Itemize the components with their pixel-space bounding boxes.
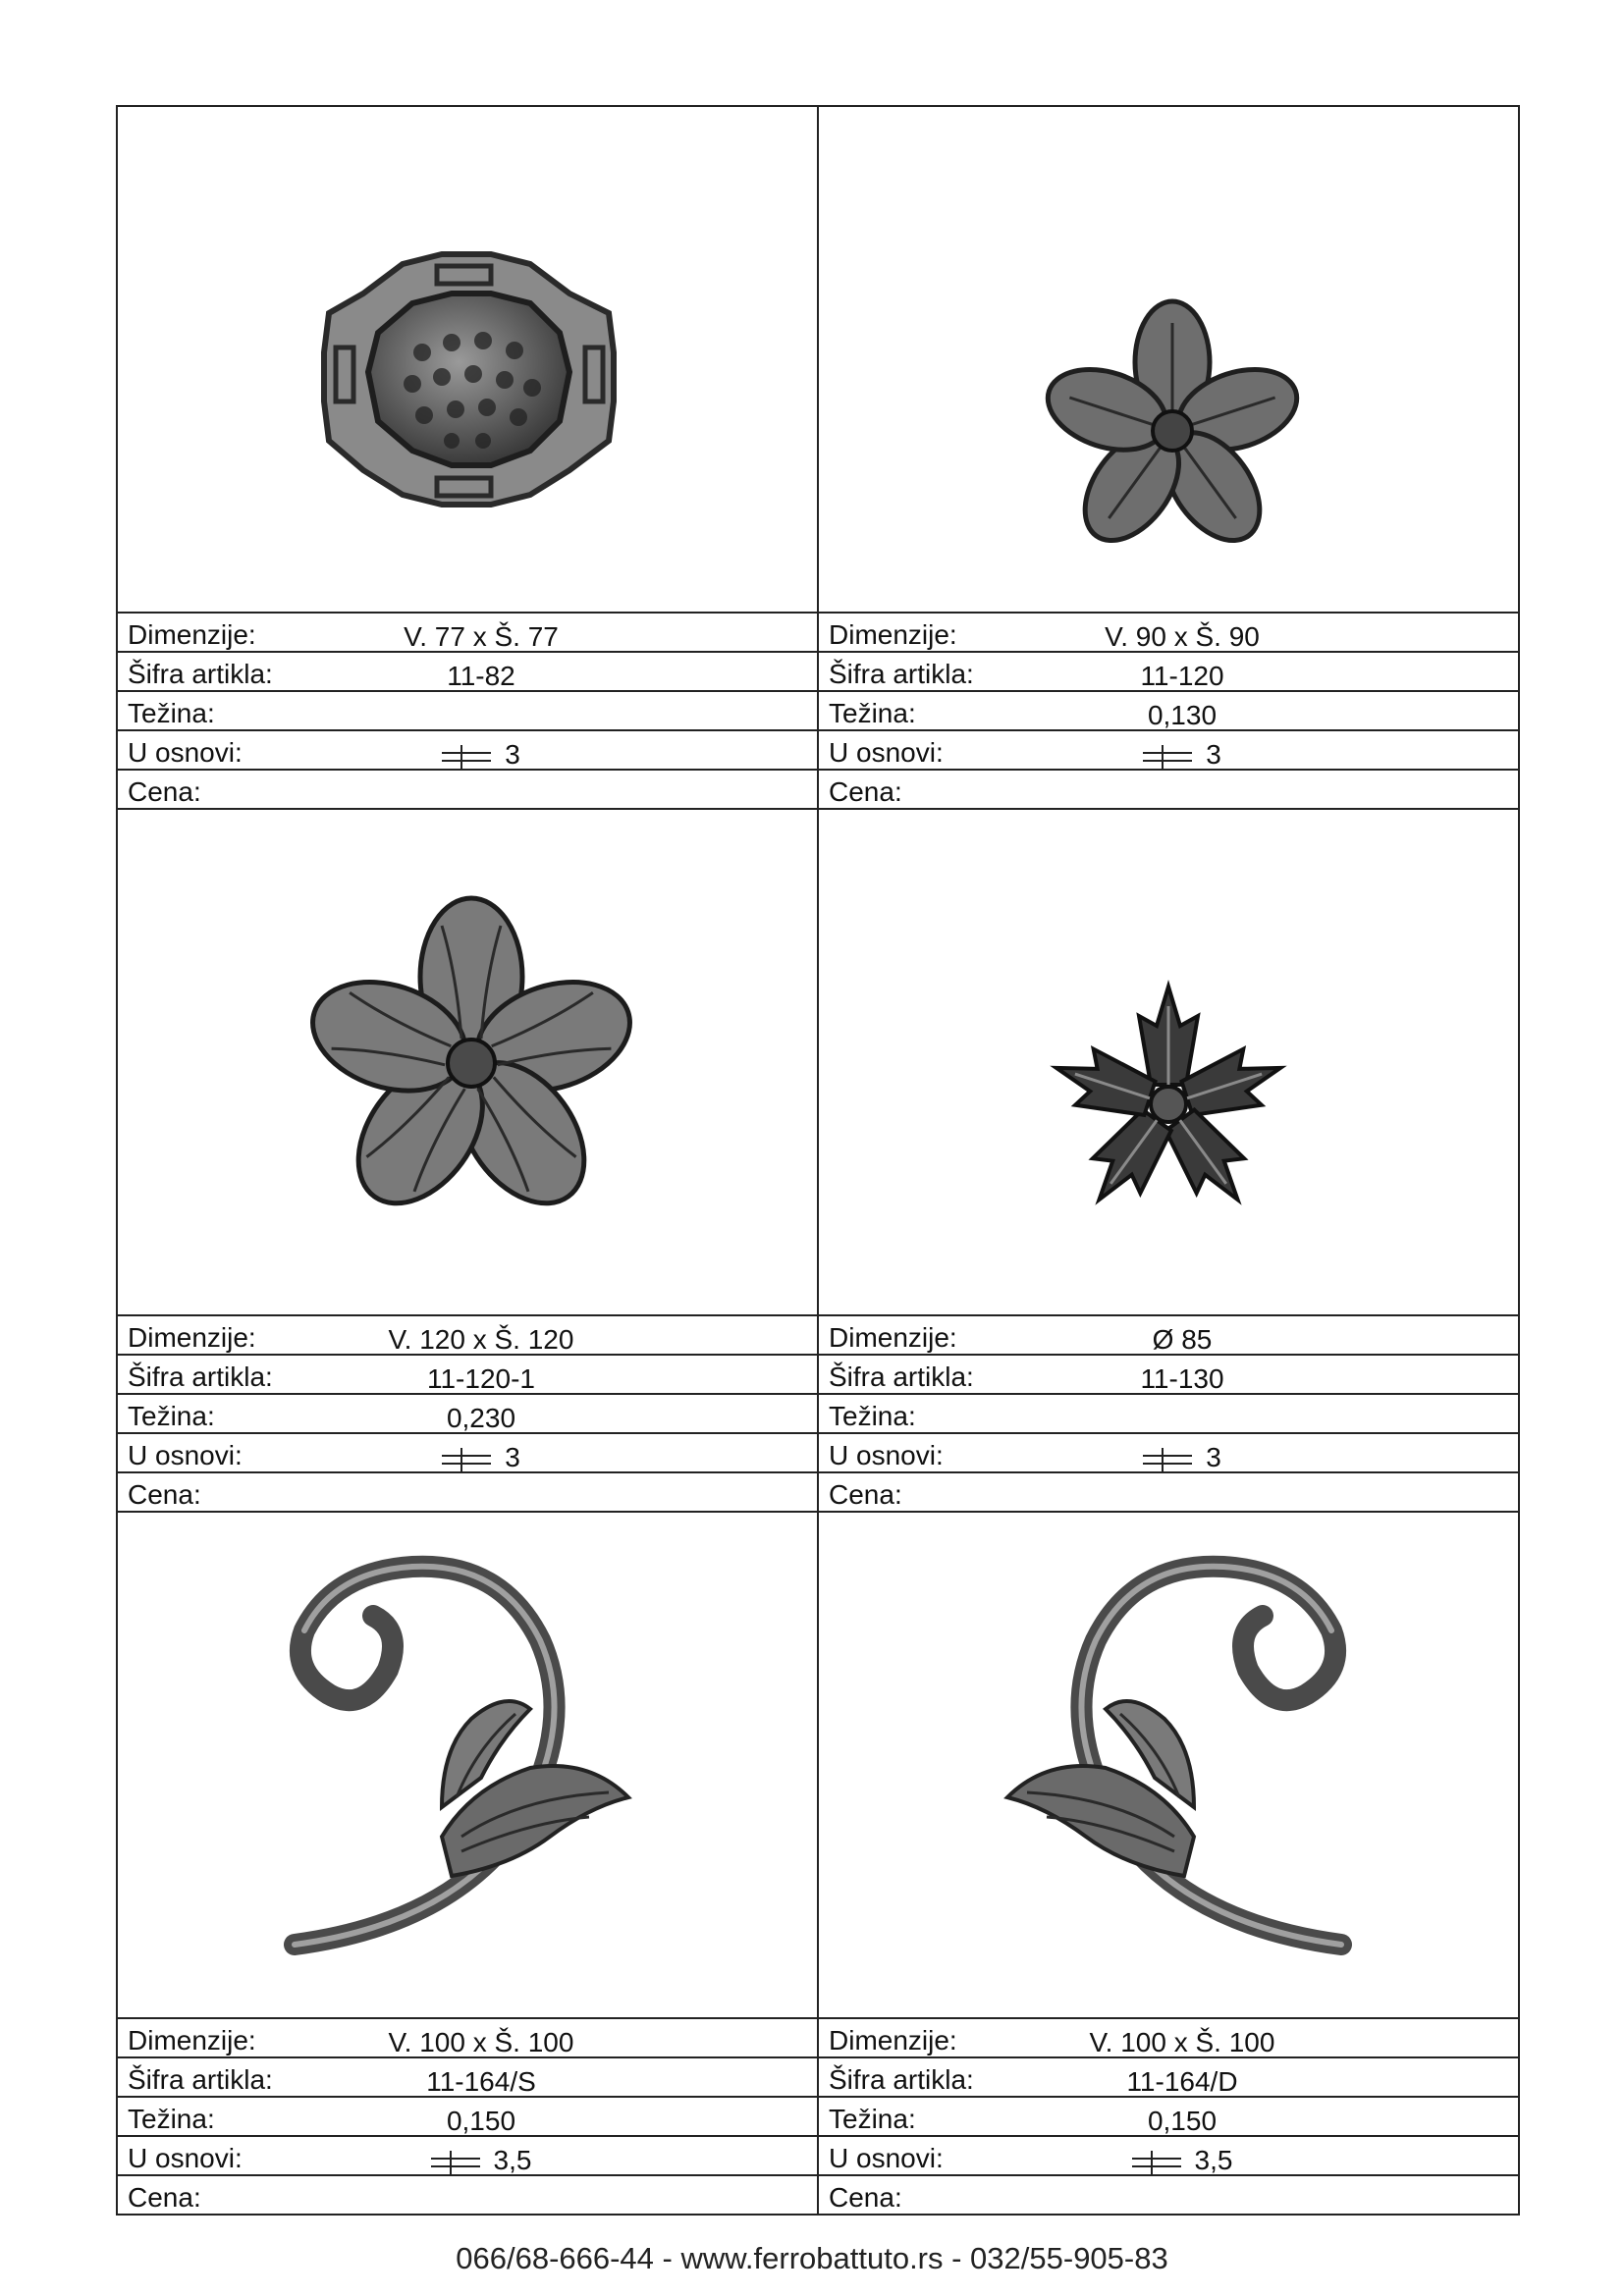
spec-code-row — [118, 2056, 817, 2096]
product-card — [118, 810, 819, 1513]
product-card — [819, 107, 1520, 810]
dimensions-label: Dimenzije: — [829, 619, 957, 650]
base-label: U osnovi: — [829, 2143, 944, 2173]
spec-dimensions-row — [118, 612, 817, 651]
weight-value: 0,130 — [1147, 700, 1218, 730]
spec-price-row — [118, 1471, 817, 1511]
product-image — [819, 1513, 1518, 2017]
spec-code-row — [819, 651, 1518, 690]
dimensions-label: Dimenzije: — [829, 2025, 957, 2056]
product-specs — [819, 2017, 1518, 2214]
spec-weight-row — [819, 1393, 1518, 1432]
large-flower-rosette-icon — [118, 810, 817, 1314]
spec-code-row — [819, 2056, 1518, 2096]
dimensions-label: Dimenzije: — [128, 619, 256, 650]
weight-label: Težina: — [829, 698, 916, 728]
spec-price-row — [819, 1471, 1518, 1511]
spec-base-row — [819, 1432, 1518, 1471]
spec-weight-row — [819, 690, 1518, 729]
bar-profile-icon — [1143, 1448, 1192, 1471]
base-label: U osnovi: — [128, 1440, 243, 1470]
dimensions-label: Dimenzije: — [128, 1322, 256, 1353]
product-specs — [819, 1314, 1518, 1511]
spec-dimensions-row — [118, 2017, 817, 2056]
code-value: 11-164/S — [426, 2066, 536, 2097]
product-specs — [819, 612, 1518, 808]
product-image — [819, 107, 1518, 612]
octagon-rosette-icon — [118, 107, 817, 612]
product-catalog-table — [116, 105, 1520, 2216]
weight-value: 0,230 — [446, 1403, 516, 1433]
weight-label: Težina: — [829, 2104, 916, 2134]
spec-code-row — [118, 651, 817, 690]
code-label: Šifra artikla: — [128, 1362, 273, 1392]
catalog-row-1 — [118, 107, 1520, 810]
product-image — [819, 810, 1518, 1314]
spec-dimensions-row — [819, 612, 1518, 651]
dimensions-value: V. 120 x Š. 120 — [388, 1324, 574, 1355]
flower-rosette-icon — [819, 107, 1518, 612]
spec-weight-row — [118, 2096, 817, 2135]
price-label: Cena: — [829, 2182, 902, 2213]
code-value: 11-164/D — [1126, 2066, 1238, 2097]
product-image — [118, 107, 817, 612]
code-value: 11-120-1 — [426, 1363, 535, 1394]
weight-label: Težina: — [128, 698, 215, 728]
footer-contact: 066/68-666-44 - www.ferrobattuto.rs - 032/55-905-83 — [456, 2241, 1168, 2275]
bar-profile-icon — [442, 1448, 491, 1471]
spec-dimensions-row — [118, 1314, 817, 1354]
catalog-row-3 — [118, 1513, 1520, 2216]
base-value: 3 — [505, 1442, 520, 1472]
acanthus-scroll-right-icon — [819, 1513, 1518, 2017]
acanthus-scroll-left-icon — [118, 1513, 817, 2017]
price-label: Cena: — [128, 776, 201, 807]
base-value: 3 — [1206, 1442, 1221, 1472]
weight-label: Težina: — [128, 2104, 215, 2134]
spec-base-row — [118, 2135, 817, 2174]
base-value: 3,5 — [493, 2145, 532, 2175]
weight-value: 0,150 — [1147, 2106, 1218, 2136]
spec-dimensions-row — [819, 2017, 1518, 2056]
product-card — [118, 1513, 819, 2216]
product-specs — [118, 2017, 817, 2214]
spec-base-row — [118, 729, 817, 769]
price-label: Cena: — [829, 1479, 902, 1510]
base-label: U osnovi: — [829, 737, 944, 768]
code-label: Šifra artikla: — [128, 2064, 273, 2095]
base-value: 3 — [505, 739, 520, 770]
dimensions-value: V. 90 x Š. 90 — [1105, 621, 1260, 652]
code-value: 11-120 — [1140, 661, 1224, 691]
price-label: Cena: — [128, 2182, 201, 2213]
five-point-leaf-flower-icon — [819, 810, 1518, 1314]
spec-price-row — [819, 769, 1518, 808]
product-specs — [118, 1314, 817, 1511]
dimensions-label: Dimenzije: — [829, 1322, 957, 1353]
code-label: Šifra artikla: — [829, 2064, 974, 2095]
weight-label: Težina: — [829, 1401, 916, 1431]
spec-price-row — [819, 2174, 1518, 2214]
code-label: Šifra artikla: — [829, 659, 974, 689]
product-card — [819, 1513, 1520, 2216]
spec-base-row — [819, 729, 1518, 769]
bar-profile-icon — [1143, 745, 1192, 769]
spec-dimensions-row — [819, 1314, 1518, 1354]
price-label: Cena: — [829, 776, 902, 807]
base-label: U osnovi: — [128, 2143, 243, 2173]
base-label: U osnovi: — [128, 737, 243, 768]
spec-base-row — [118, 1432, 817, 1471]
weight-label: Težina: — [128, 1401, 215, 1431]
product-specs — [118, 612, 817, 808]
product-card — [819, 810, 1520, 1513]
product-card — [118, 107, 819, 810]
spec-weight-row — [118, 1393, 817, 1432]
spec-price-row — [118, 2174, 817, 2214]
code-value: 11-82 — [447, 661, 515, 691]
product-image — [118, 1513, 817, 2017]
spec-weight-row — [118, 690, 817, 729]
catalog-row-2 — [118, 810, 1520, 1513]
base-value: 3 — [1206, 739, 1221, 770]
spec-code-row — [118, 1354, 817, 1393]
dimensions-label: Dimenzije: — [128, 2025, 256, 2056]
spec-base-row — [819, 2135, 1518, 2174]
base-value: 3,5 — [1194, 2145, 1233, 2175]
spec-weight-row — [819, 2096, 1518, 2135]
code-value: 11-130 — [1140, 1363, 1224, 1394]
dimensions-value: V. 77 x Š. 77 — [404, 621, 559, 652]
dimensions-value: V. 100 x Š. 100 — [388, 2027, 574, 2057]
dimensions-value: V. 100 x Š. 100 — [1089, 2027, 1275, 2057]
spec-code-row — [819, 1354, 1518, 1393]
base-label: U osnovi: — [829, 1440, 944, 1470]
dimensions-value: Ø 85 — [1152, 1324, 1213, 1355]
bar-profile-icon — [1132, 2151, 1181, 2174]
code-label: Šifra artikla: — [128, 659, 273, 689]
price-label: Cena: — [128, 1479, 201, 1510]
bar-profile-icon — [431, 2151, 480, 2174]
product-image — [118, 810, 817, 1314]
spec-price-row — [118, 769, 817, 808]
code-label: Šifra artikla: — [829, 1362, 974, 1392]
bar-profile-icon — [442, 745, 491, 769]
weight-value: 0,150 — [446, 2106, 516, 2136]
